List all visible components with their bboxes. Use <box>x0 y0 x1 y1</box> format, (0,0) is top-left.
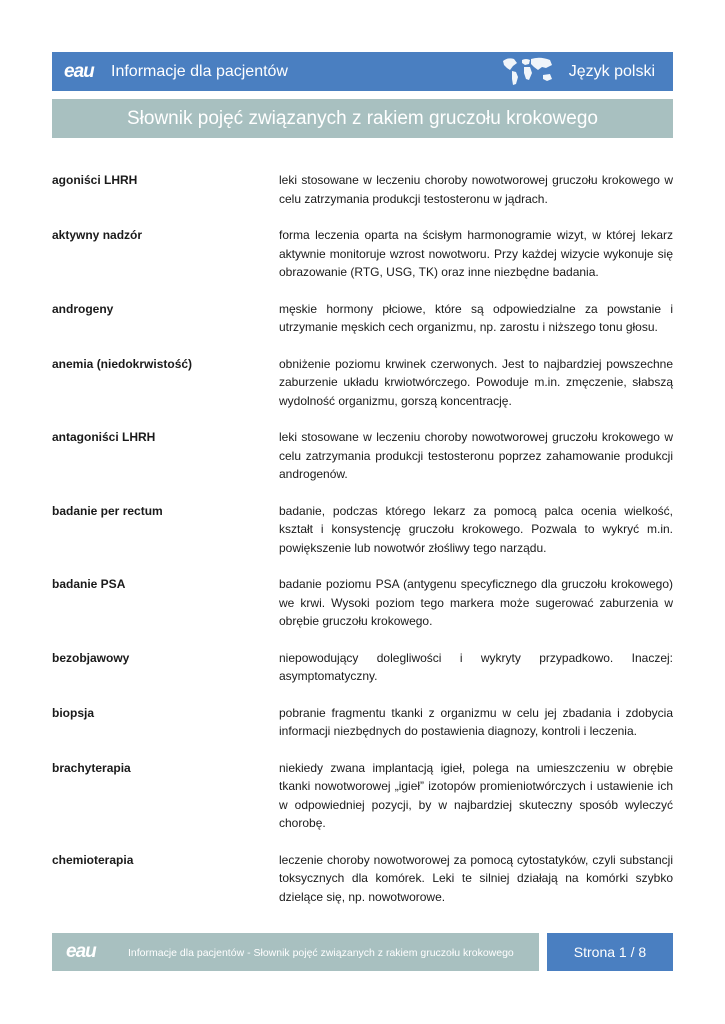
glossary-term: badanie PSA <box>52 577 126 591</box>
glossary-definition: forma leczenia oparta na ścisłym harmonogramie wizyt, w której lekarz aktywnie monitoruje wzrost nowotworu. Przy każdej wizycie wykonuje się obrazowanie (RTG, USG, TK) oraz inne niezbędne badania. <box>279 228 673 279</box>
glossary-definition: leczenie choroby nowotworowej za pomocą cytostatyków, czyli substancji toksycznych dla komórek. Leki te silniej działają na komórki szybko dzielące się, np. nowotworowe. <box>279 852 673 904</box>
glossary-entry <box>52 575 673 631</box>
glossary-definition: niekiedy zwana implantacją igieł, polega na umieszczeniu w obrębie tkanki nowotworowej „igieł” izotopów promieniotwórczych i ustawienie ich w odpowiedniej pozycji, by w najbardziej skuteczny sposób wyleczyć chorobę. <box>279 760 673 830</box>
glossary-definition: niepowodujący dolegliwości i wykryty przypadkowo. Inaczej: asymptomatyczny. <box>279 650 673 683</box>
glossary-term: chemioterapia <box>52 852 134 867</box>
glossary-term: agoniści LHRH <box>52 173 138 187</box>
glossary-definition: męskie hormony płciowe, które są odpowiedzialne za powstanie i utrzymanie męskich cech organizmu, np. zarostu i niższego tonu głosu. <box>279 301 673 334</box>
glossary-entry <box>52 226 673 282</box>
world-map-icon <box>500 55 556 88</box>
glossary-definition: leki stosowane w leczeniu choroby nowotworowej gruczołu krokowego w celu zatrzymania produkcji testosteronu w jądrach. <box>279 173 673 206</box>
glossary-term: badanie per rectum <box>52 503 163 518</box>
glossary-term: aktywny nadzór <box>52 228 143 242</box>
glossary-definition: obniżenie poziomu krwinek czerwonych. Jest to najbardziej powszechne zaburzenie układu krwiotwórczego. Powoduje m.in. zmęczenie, słabszą wydolność organizmu, gorszą koncentrację. <box>279 356 673 408</box>
page-number: Strona 1 / 8 <box>547 933 673 971</box>
header-title: Informacje dla pacjentów <box>111 63 288 80</box>
glossary-entry <box>52 649 673 686</box>
document-title: Słownik pojęć związanych z rakiem gruczołu krokowego <box>52 99 673 138</box>
glossary-term: biopsja <box>52 705 95 720</box>
glossary-list <box>52 171 673 924</box>
glossary-term: anemia (niedokrwistość) <box>52 356 193 371</box>
glossary-entry <box>52 428 673 484</box>
glossary-term: androgeny <box>52 301 114 316</box>
header-bar <box>52 52 673 91</box>
glossary-definition: leki stosowane w leczeniu choroby nowotworowej gruczołu krokowego w celu zatrzymania produkcji testosteronu poprzez zahamowanie produkcji androgenów. <box>279 430 673 481</box>
glossary-entry <box>52 300 673 337</box>
glossary-entry <box>52 502 673 558</box>
glossary-entry <box>52 851 673 907</box>
glossary-entry <box>52 759 673 833</box>
glossary-definition: pobranie fragmentu tkanki z organizmu w celu jej zbadania i zdobycia informacji niezbędnych do postawienia diagnozy, kontroli i leczenia. <box>279 705 673 738</box>
glossary-term: bezobjawowy <box>52 650 130 665</box>
eau-logo: eau <box>64 61 94 82</box>
glossary-entry <box>52 171 673 208</box>
glossary-entry <box>52 355 673 411</box>
glossary-term: brachyterapia <box>52 760 131 775</box>
glossary-definition: badanie poziomu PSA (antygenu specyficznego dla gruczołu krokowego) we krwi. Wysoki poziom tego markera może sugerować zaburzenia w obrębie gruczołu krokowego. <box>279 577 673 628</box>
footer-text: Informacje dla pacjentów - Słownik pojęć związanych z rakiem gruczołu krokowego <box>128 947 514 959</box>
footer-bar <box>52 933 539 971</box>
language-label: Język polski <box>568 63 655 80</box>
glossary-term: antagoniści LHRH <box>52 430 156 444</box>
eau-logo: eau <box>66 941 96 962</box>
glossary-definition: badanie, podczas którego lekarz za pomocą palca ocenia wielkość, kształt i konsystencję gruczołu krokowego. Pozwala to wykryć m.in. powiększenie lub nowotwór złośliwy tego narządu. <box>279 503 673 555</box>
glossary-entry <box>52 704 673 741</box>
